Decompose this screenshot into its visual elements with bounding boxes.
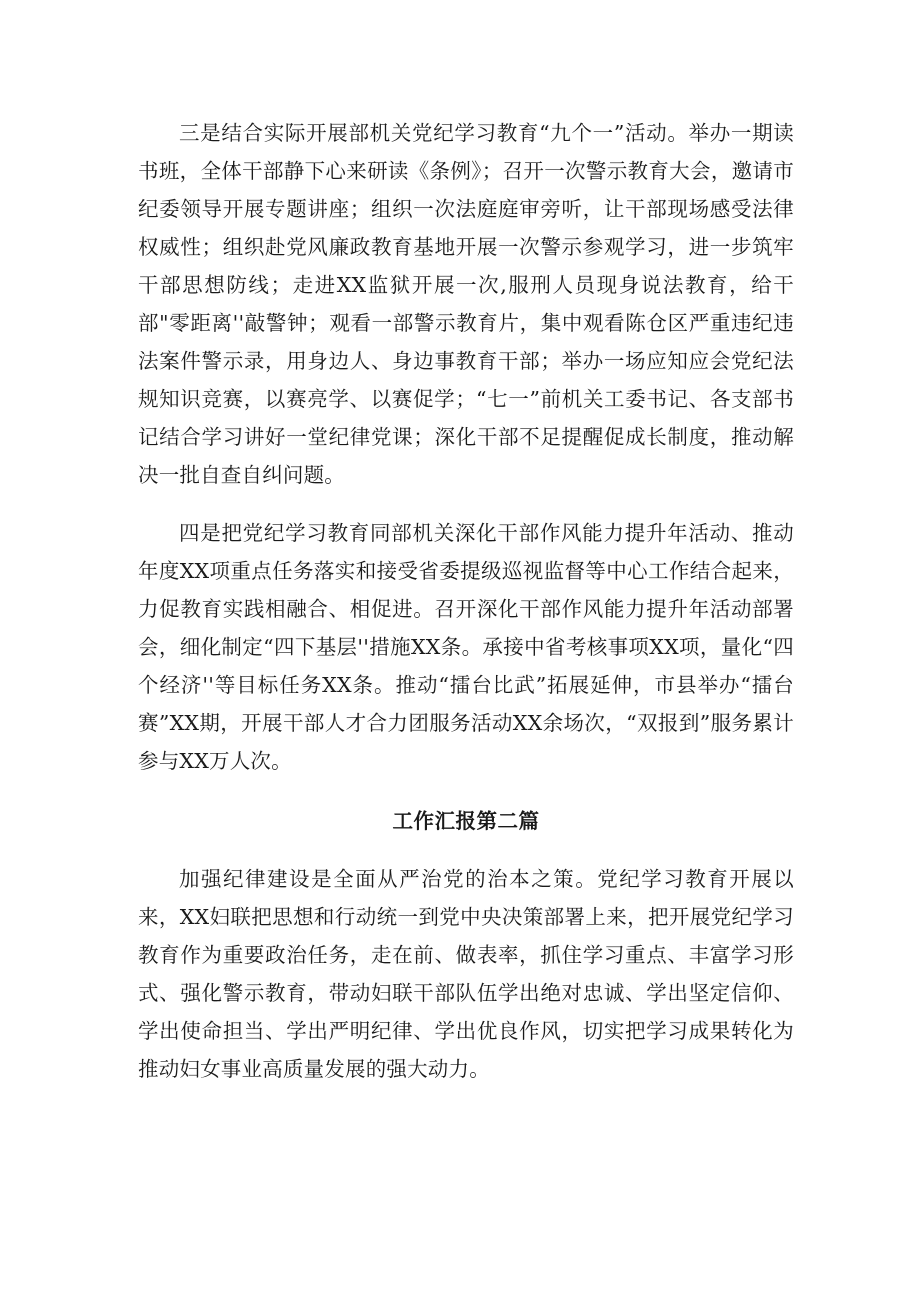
paragraph-discipline: 加强纪律建设是全面从严治党的治本之策。党纪学习教育开展以来，XX妇联把思想和行动统一到党中央决策部署上来，把开展党纪学习教育作为重要政治任务，走在前、做表率，抓住学习重点、丰富学习形式、强化警示教育，带动妇联干部队伍学出绝对忠诚、学出坚定信仰、学出使命担当、学出严明纪律、学出优良作风，切实把学习成果转化为推动妇女事业高质量发展的强大动力。	[138, 867, 794, 1081]
paragraph-spacer	[138, 840, 794, 860]
document-body	[138, 114, 794, 1088]
section-heading: 工作汇报第二篇	[392, 809, 540, 833]
paragraph-spacer	[138, 780, 794, 802]
paragraph-integration: 四是把党纪学习教育同部机关深化干部作风能力提升年活动、推动年度XX项重点任务落实和接受省委提级巡视监督等中心工作结合起来，力促教育实践相融合、相促进。召开深化干部作风能力提升年活动部署会，细化制定“四下基层''措施XX条。承接中省考核事项XX项，量化“四个经济''等目标任务XX条。推动“擂台比武”拓展延伸，市县举办“擂台赛”XX期，开展干部人才合力团服务活动XX余场次，“双报到”服务累计参与XX万人次。	[138, 521, 794, 773]
paragraph-spacer	[138, 494, 794, 514]
paragraph-activities: 三是结合实际开展部机关党纪学习教育“九个一”活动。举办一期读书班，全体干部静下心来研读《条例》；召开一次警示教育大会，邀请市纪委领导开展专题讲座；组织一次法庭庭审旁听，让干部现场感受法律权威性；组织赴党风廉政教育基地开展一次警示参观学习，进一步筑牢干部思想防线；走进XX监狱开展一次,服刑人员现身说法教育，给干部"零距离''敲警钟；观看一部警示教育片，集中观看陈仓区严重违纪违法案件警示录，用身边人、身边事教育干部；举办一场应知应会党纪法规知识竞赛，以赛亮学、以赛促学；“七一”前机关工委书记、各支部书记结合学习讲好一堂纪律党课；深化干部不足提醒促成长制度，推动解决一批自查自纠问题。	[138, 121, 794, 487]
